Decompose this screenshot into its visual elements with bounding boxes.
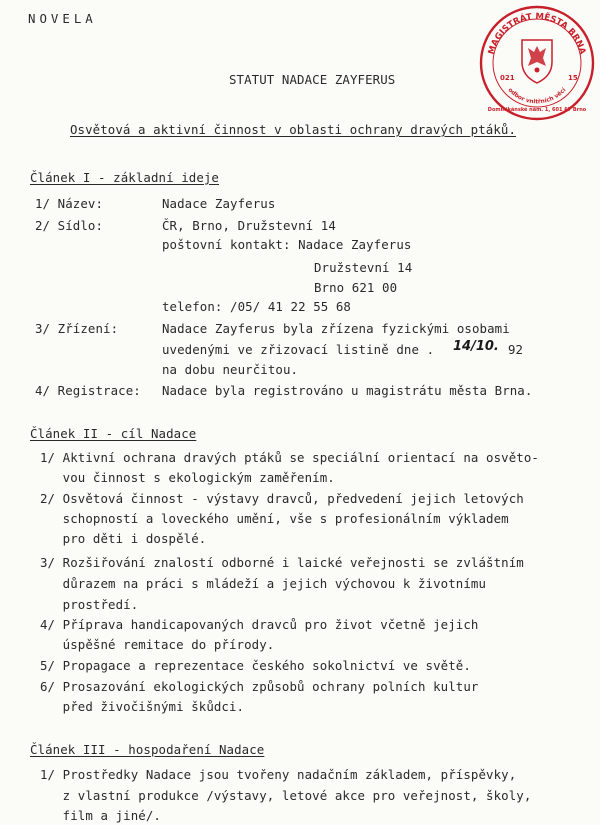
founding-line-2: uvedenými ve zřizovací listině dne . [162, 342, 435, 357]
article2-line: úspěšné remitace do přírody. [40, 637, 275, 652]
postal-contact: poštovní kontakt: Nadace Zayferus [162, 237, 412, 252]
article2-line: prostředí. [40, 597, 139, 612]
registration-label: 4/ Registrace: [35, 383, 141, 398]
handwritten-date: 14/10. [453, 339, 499, 354]
seat-value: ČR, Brno, Družstevní 14 [162, 218, 336, 233]
stamp-inner-line-1: odbor vnitřních věcí [506, 87, 568, 106]
header-novela: NOVELA [28, 11, 97, 26]
article1-heading: Článek I - základní ideje [30, 170, 219, 185]
name-value: Nadace Zayferus [162, 196, 276, 211]
article2-line: 3/ Rozšiřování znalostí odborné i laické veřejnosti se zvláštním [40, 555, 524, 570]
phone: telefon: /05/ 41 22 55 68 [162, 299, 351, 314]
article2-line: 1/ Aktivní ochrana dravých ptáků se speciální orientací na osvěto- [40, 450, 539, 465]
stamp-number-right: 15 [568, 74, 578, 82]
article2-line: 6/ Prosazování ekologických způsobů ochrany polních kultur [40, 679, 479, 694]
registration-value: Nadace byla registrováno u magistrátu města Brna. [162, 383, 533, 398]
stamp-outer-text: MAGISTRÁT MĚSTA BRNA [486, 11, 588, 56]
article2-line: vou činnost s ekologickým zaměřením. [40, 470, 335, 485]
seat-label: 2/ Sídlo: [35, 218, 104, 233]
stamp-inner-line-2: Dominikánské nám. 1, 601 67 Brno [487, 107, 587, 113]
article2-line: 5/ Propagace a reprezentace českého sokolnictví ve světě. [40, 658, 471, 673]
article3-heading: Článek III - hospodaření Nadace [30, 742, 265, 757]
name-label: 1/ Název: [35, 196, 104, 211]
article2-line: 4/ Příprava handicapovaných dravců pro život včetně jejich [40, 617, 479, 632]
article3-line: film a jiné/. [40, 808, 161, 823]
founding-line-3: na dobu neurčitou. [162, 362, 299, 377]
article2-line: schopností a loveckého umění, vše s profesionálním výkladem [40, 511, 509, 526]
article2-line: před živočišnými škůdci. [40, 699, 245, 714]
article3-line: 1/ Prostředky Nadace jsou tvořeny nadačním základem, příspěvky, [40, 767, 517, 782]
magistrate-stamp [478, 4, 596, 122]
founding-year: 92 [508, 342, 524, 357]
article2-line: pro děti i dospělé. [40, 531, 207, 546]
document-subtitle: Osvětová a aktivní činnost v oblasti ochrany dravých ptáků. [70, 122, 517, 137]
article3-line: z vlastní produkce /výstavy, letové akce pro veřejnost, školy, [40, 788, 532, 803]
article2-line: 2/ Osvětová činnost - výstavy dravců, předvedení jejich letových [40, 491, 524, 506]
founding-label: 3/ Zřízení: [35, 321, 119, 336]
document-title: STATUT NADACE ZAYFERUS [229, 72, 396, 87]
postal-street: Družstevní 14 [314, 260, 413, 275]
founding-line-1: Nadace Zayferus byla zřízena fyzickými osobami [162, 321, 510, 336]
article2-line: důrazem na práci s mládeží a jejich výchovou k životnímu [40, 576, 487, 591]
stamp-number-left: 021 [500, 74, 515, 82]
coat-of-arms-icon [522, 40, 552, 83]
postal-city: Brno 621 00 [314, 280, 398, 295]
article2-heading: Článek II - cíl Nadace [30, 426, 197, 441]
